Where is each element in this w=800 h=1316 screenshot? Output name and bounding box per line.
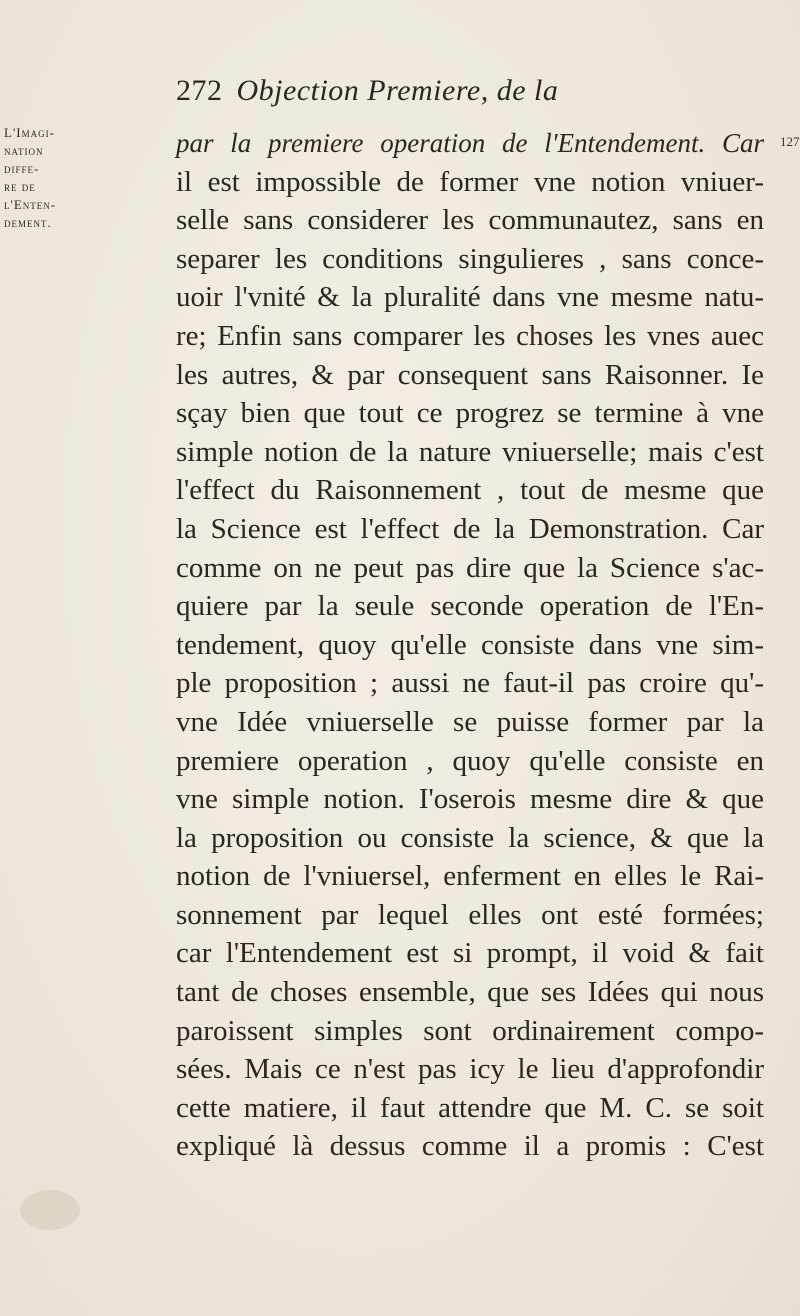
text-line: paroissent simples sont ordinairement compo-	[176, 1014, 764, 1047]
text-line: selle sans considerer les communautez, sans en	[176, 204, 764, 237]
margin-note-line: L'Imagi-	[4, 125, 55, 140]
margin-note	[4, 124, 86, 232]
text-line: sées. Mais ce n'est pas icy le lieu d'approfondir	[176, 1053, 764, 1086]
margin-note-line: dement.	[4, 215, 52, 230]
text-line: sçay bien que tout ce progrez se termine à vne	[176, 397, 764, 430]
text-line: la Science est l'effect de la Demonstration. Car	[176, 512, 764, 545]
margin-note-line: diffe-	[4, 161, 40, 176]
text-line: tendement, quoy qu'elle consiste dans vne sim-	[176, 628, 764, 661]
paper-stain	[20, 1190, 80, 1230]
text-line: ple proposition ; aussi ne faut-il pas croire qu'-	[176, 667, 764, 700]
text-line: car l'Entendement est si prompt, il void & fait	[176, 937, 764, 970]
side-mark: 127	[780, 134, 800, 149]
body-text	[176, 124, 764, 1166]
text-line: separer les conditions singulieres , sans conce-	[176, 242, 764, 275]
text-line: comme on ne peut pas dire que la Science s'ac-	[176, 551, 764, 584]
page-header	[176, 74, 558, 120]
text-line: l'effect du Raisonnement , tout de mesme que	[176, 474, 764, 507]
page-number: 272	[176, 74, 223, 107]
text-line: vne simple notion. I'oserois mesme dire & que	[176, 783, 764, 816]
running-title: Objection Premiere, de la	[236, 74, 559, 107]
text-line: tant de choses ensemble, que ses Idées qui nous	[176, 976, 764, 1009]
text-line: cette matiere, il faut attendre que M. C. se soit	[176, 1091, 764, 1124]
margin-note-line: nation	[4, 143, 44, 158]
text-line: uoir l'vnité & la pluralité dans vne mesme natu-	[176, 281, 764, 314]
text-line: sonnement par lequel elles ont esté formées;	[176, 898, 764, 931]
text-line: la proposition ou consiste la science, & que la	[176, 821, 764, 854]
text-line: expliqué là dessus comme il a promis : C'est	[176, 1130, 764, 1163]
text-line: il est impossible de former vne notion vniuer-	[176, 165, 764, 198]
margin-note-line: re de	[4, 179, 36, 194]
text-line: quiere par la seule seconde operation de l'En-	[176, 590, 764, 623]
text-line: vne Idée vniuerselle se puisse former par la	[176, 705, 764, 738]
text-line: notion de l'vniuersel, enferment en elles le Rai-	[176, 860, 764, 893]
text-line: par la premiere operation de l'Entendement. Car	[176, 128, 764, 158]
text-line: simple notion de la nature vniuerselle; mais c'est	[176, 435, 764, 468]
text-line: re; Enfin sans comparer les choses les vnes auec	[176, 319, 764, 352]
text-line: les autres, & par consequent sans Raisonner. Ie	[176, 358, 764, 391]
margin-note-line: l'Enten-	[4, 197, 57, 212]
text-line: premiere operation , quoy qu'elle consiste en	[176, 744, 764, 777]
